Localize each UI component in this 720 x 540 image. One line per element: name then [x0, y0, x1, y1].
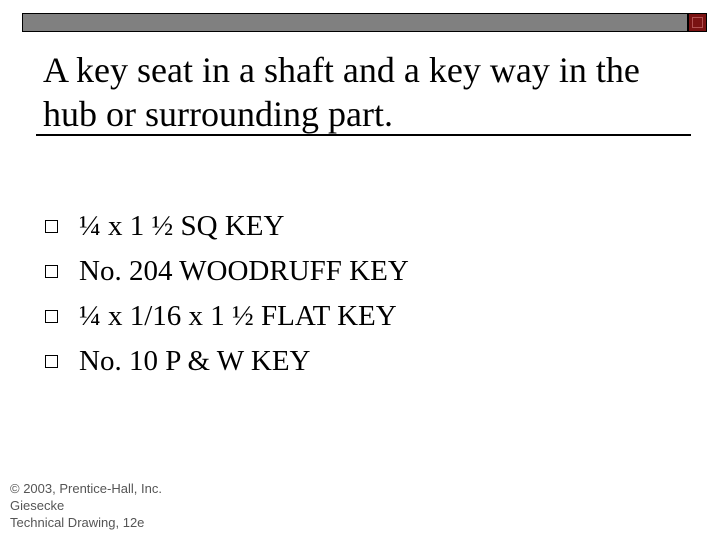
footer-credits: [10, 480, 162, 531]
bullet-list: [44, 204, 409, 384]
title-underline: [36, 134, 691, 136]
slide-corner-square: [688, 13, 707, 32]
bullet-text: No. 10 P & W KEY: [79, 345, 311, 377]
footer-author: Giesecke: [10, 498, 65, 513]
square-bullet-icon: [45, 355, 58, 368]
list-item: [44, 294, 409, 339]
list-item: [44, 339, 409, 384]
bullet-text: ¼ x 1/16 x 1 ½ FLAT KEY: [79, 300, 397, 332]
square-bullet-icon: [45, 265, 58, 278]
slide-title: A key seat in a shaft and a key way in the hub or surrounding part.: [43, 50, 640, 134]
footer-book: Technical Drawing, 12e: [10, 515, 145, 530]
bullet-text: ¼ x 1 ½ SQ KEY: [79, 210, 285, 242]
list-item: [44, 204, 409, 249]
square-bullet-icon: [45, 220, 58, 233]
bullet-text: No. 204 WOODRUFF KEY: [79, 255, 409, 287]
list-item: [44, 249, 409, 294]
square-bullet-icon: [45, 310, 58, 323]
footer-copyright: © 2003, Prentice-Hall, Inc.: [10, 481, 162, 496]
slide-header-bar: [22, 13, 688, 32]
